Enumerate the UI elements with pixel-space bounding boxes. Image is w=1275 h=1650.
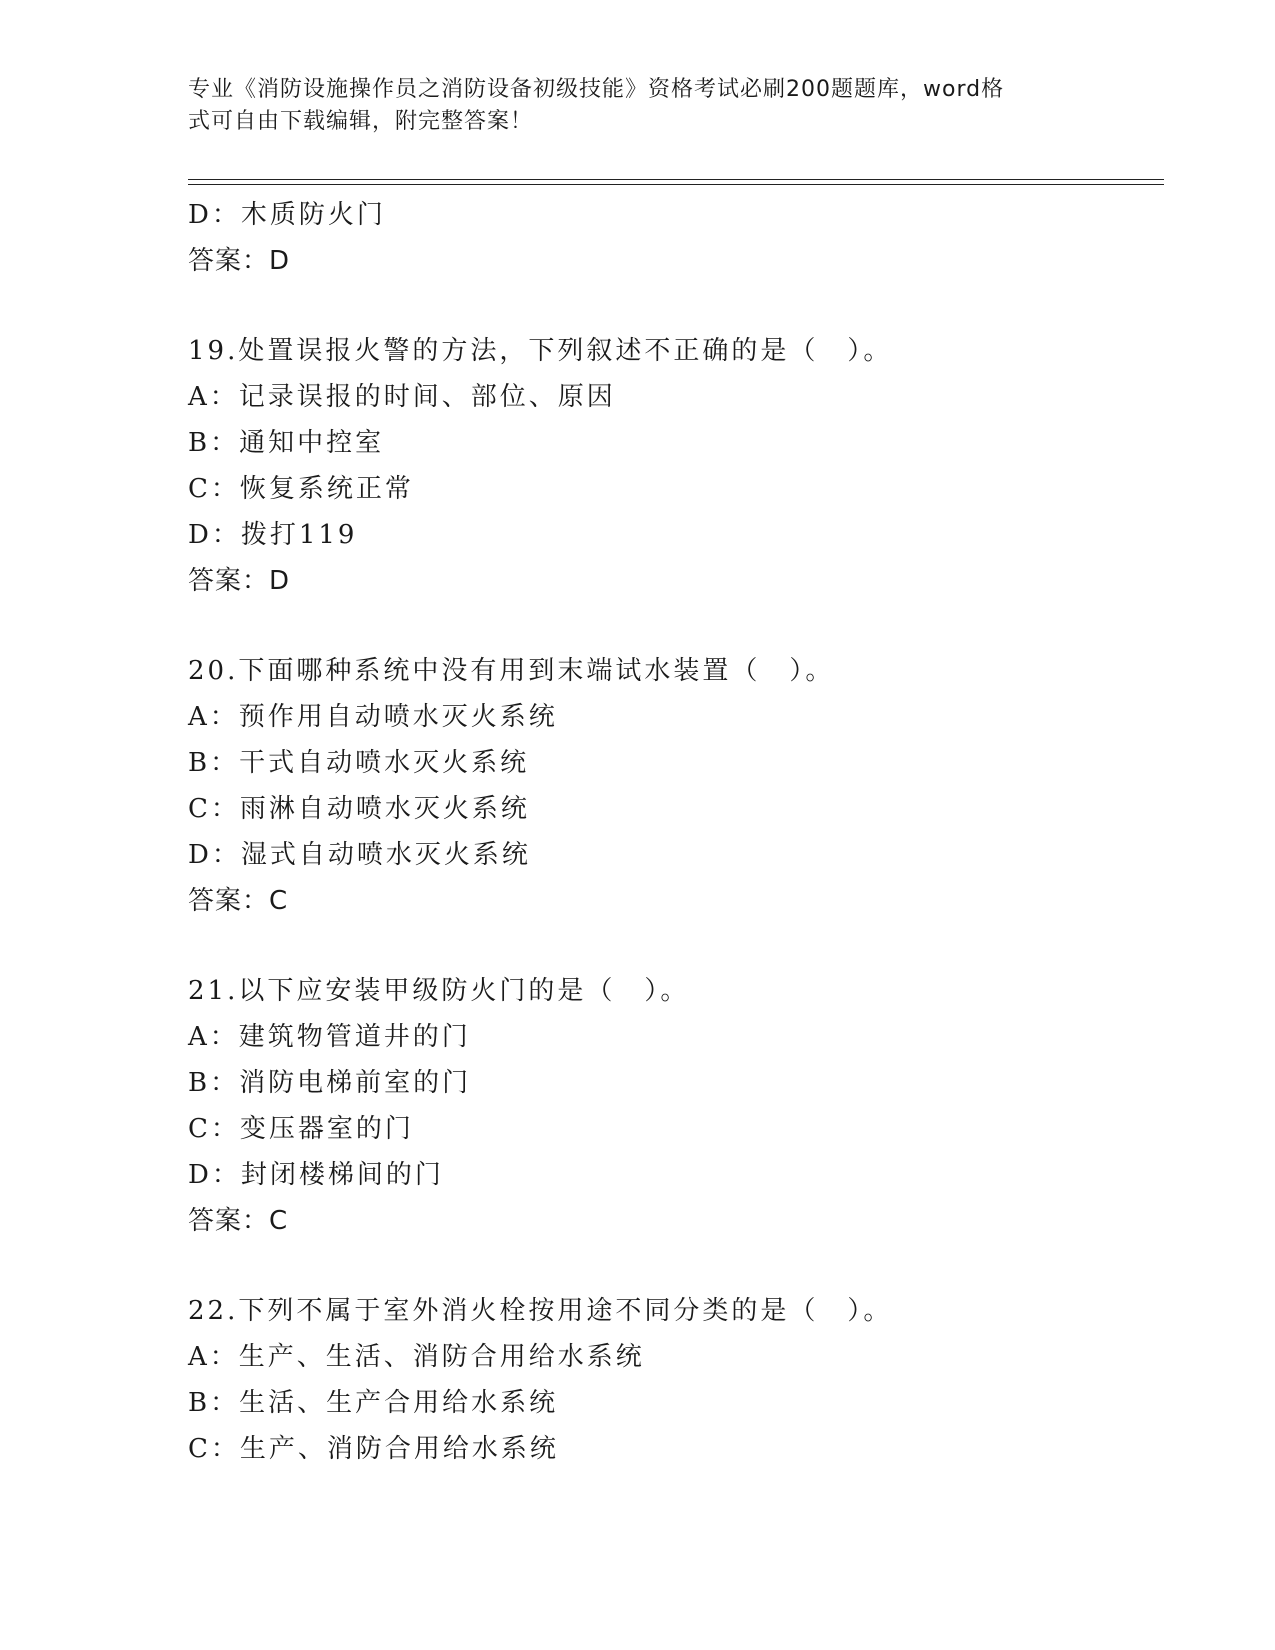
option-c: C：生产、消防合用给水系统: [188, 1434, 559, 1464]
option-b: B：干式自动喷水灭火系统: [188, 748, 530, 778]
lead-answer: 答案：D: [188, 246, 291, 276]
option-d: D：拨打119: [188, 520, 358, 550]
spacer: [188, 604, 1164, 648]
question-block-19: [188, 328, 1164, 604]
option-d: D：湿式自动喷水灭火系统: [188, 840, 531, 870]
question-block-22: [188, 1288, 1164, 1472]
question-stem: 22.下列不属于室外消火栓按用途不同分类的是（ ）。: [188, 1296, 893, 1326]
option-c: C：恢复系统正常: [188, 474, 414, 504]
question-stem: 20.下面哪种系统中没有用到末端试水装置（ ）。: [188, 656, 835, 686]
option-a: A：建筑物管道井的门: [188, 1022, 471, 1052]
answer-line: 答案：C: [188, 886, 289, 916]
question-block-21: [188, 968, 1164, 1244]
question-stem: 19.处置误报火警的方法，下列叙述不正确的是（ ）。: [188, 336, 893, 366]
header-divider-top: [188, 179, 1164, 180]
answer-line: 答案：D: [188, 566, 291, 596]
lead-option-d: D：木质防火门: [188, 200, 386, 230]
question-block-20: [188, 648, 1164, 924]
option-b: B：生活、生产合用给水系统: [188, 1388, 559, 1418]
spacer: [188, 924, 1164, 968]
header-divider-bottom: [188, 184, 1164, 185]
spacer: [188, 284, 1164, 328]
header-line-1: 专业《消防设施操作员之消防设备初级技能》资格考试必刷200题题库，word格: [188, 77, 1005, 102]
option-b: B：通知中控室: [188, 428, 385, 458]
option-a: A：生产、生活、消防合用给水系统: [188, 1342, 645, 1372]
option-b: B：消防电梯前室的门: [188, 1068, 472, 1098]
answer-line: 答案：C: [188, 1206, 289, 1236]
question-list: [188, 192, 1164, 1472]
option-d: D：封闭楼梯间的门: [188, 1160, 444, 1190]
option-a: A：预作用自动喷水灭火系统: [188, 702, 558, 732]
question-stem: 21.以下应安装甲级防火门的是（ ）。: [188, 976, 690, 1006]
header-line-2: 式可自由下载编辑，附完整答案！: [188, 109, 534, 134]
spacer: [188, 1244, 1164, 1288]
option-c: C：变压器室的门: [188, 1114, 414, 1144]
document-header: [188, 74, 1068, 138]
option-a: A：记录误报的时间、部位、原因: [188, 382, 616, 412]
option-c: C：雨淋自动喷水灭火系统: [188, 794, 530, 824]
